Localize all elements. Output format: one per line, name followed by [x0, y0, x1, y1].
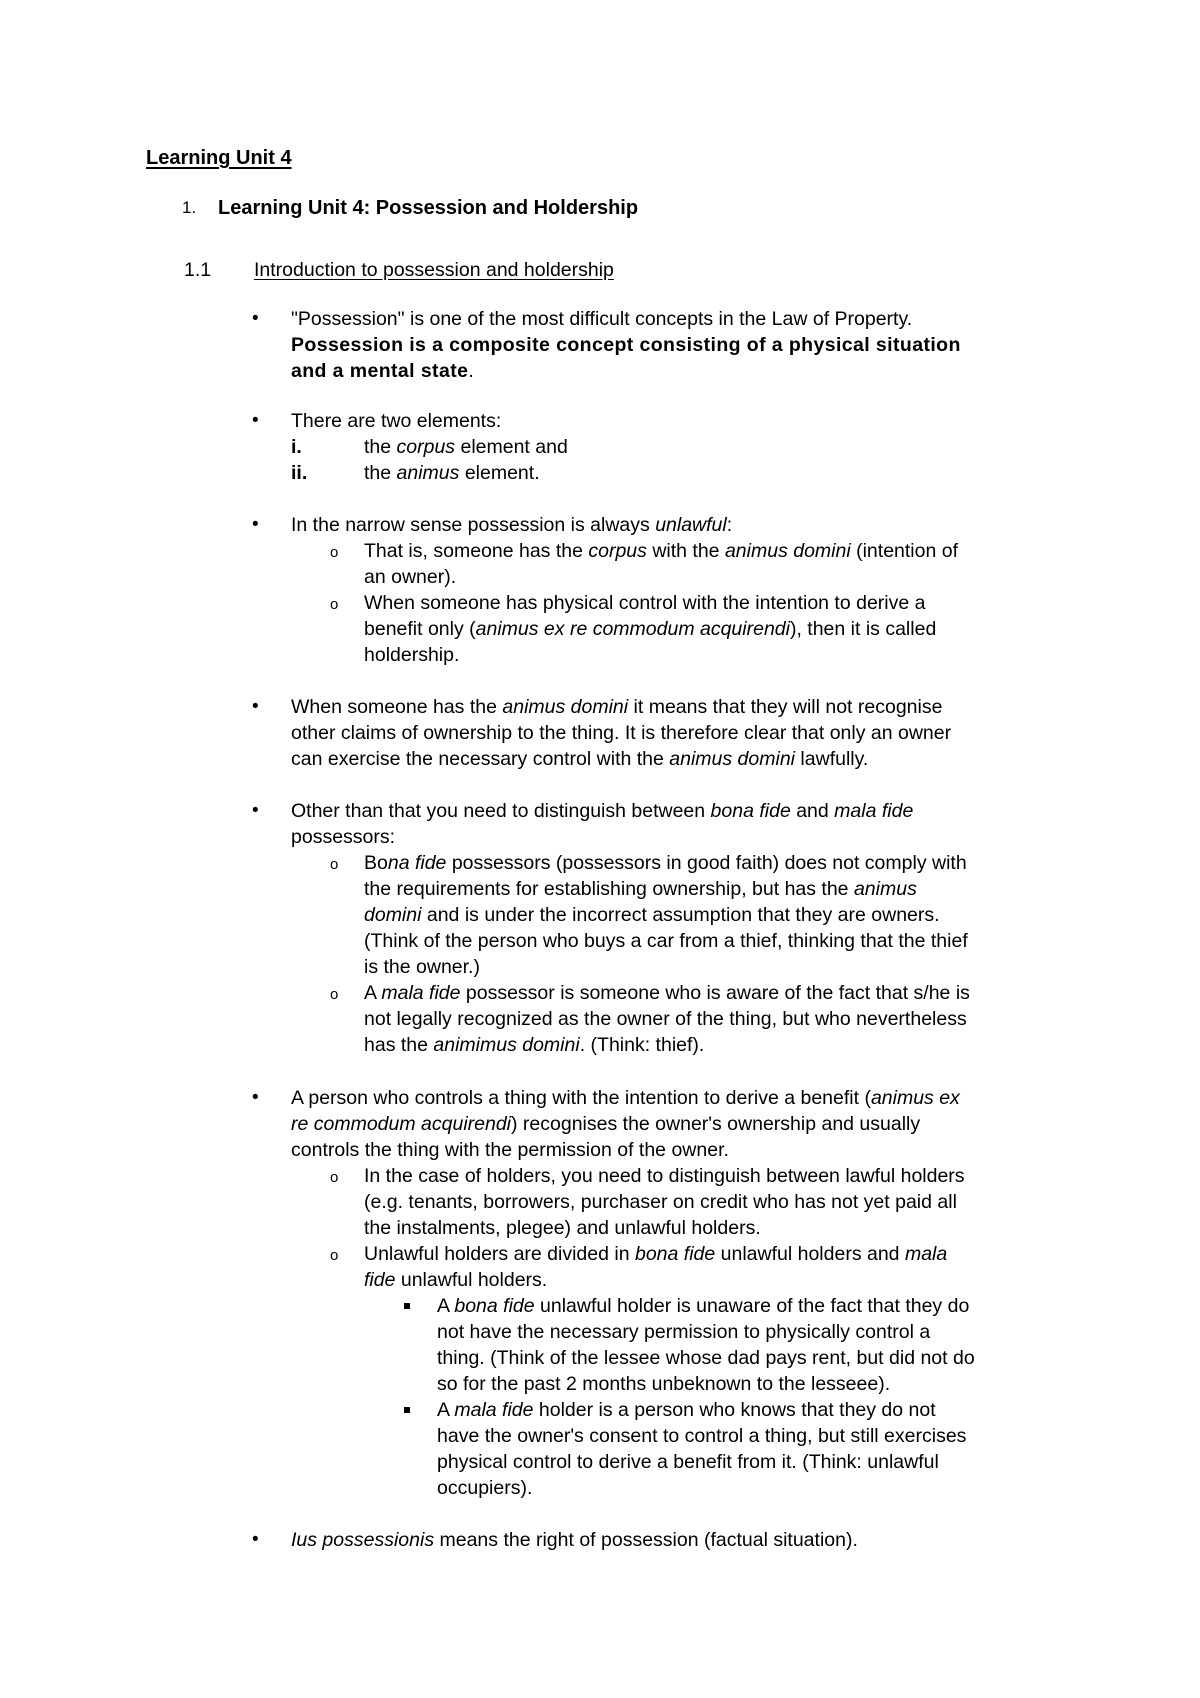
paragraph-line: Other than that you need to distinguish between bona fide and mala fide [291, 800, 914, 822]
paragraph-line: Bona fide possessors (possessors in good faith) does not comply with [364, 852, 967, 874]
section-number: 1. [182, 198, 197, 217]
paragraph-line: fide unlawful holders. [364, 1269, 548, 1291]
paragraph-line: A mala fide possessor is someone who is aware of the fact that s/he is [364, 982, 970, 1004]
paragraph-line: holdership. [364, 644, 460, 666]
sub-bullet-marker: o [330, 1169, 339, 1186]
paragraph-line: A bona fide unlawful holder is unaware of the fact that they do [437, 1295, 970, 1317]
sub-bullet-marker: o [330, 596, 339, 613]
section-heading: Learning Unit 4: Possession and Holdership [218, 197, 639, 219]
paragraph-line: not have the necessary permission to physically control a [437, 1321, 931, 1343]
roman-marker: i. [291, 436, 302, 458]
subsection-heading: Introduction to possession and holdership [254, 259, 614, 281]
paragraph-line: There are two elements: [291, 410, 502, 432]
paragraph-line: Possession is a composite concept consisting of a physical situation [291, 334, 961, 356]
paragraph-line: other claims of ownership to the thing. It is therefore clear that only an owner [291, 722, 952, 744]
bullet-marker: • [252, 800, 259, 821]
paragraph-line: not legally recognized as the owner of the thing, but who nevertheless [364, 1008, 967, 1030]
sub-bullet-marker: o [330, 986, 339, 1003]
paragraph-line: domini and is under the incorrect assumption that they are owners. [364, 904, 940, 926]
paragraph-line: (e.g. tenants, borrowers, purchaser on credit who has not yet paid all [364, 1191, 957, 1213]
paragraph-line: and a mental state. [291, 360, 474, 382]
paragraph-line: A person who controls a thing with the intention to derive a benefit (animus ex [291, 1087, 960, 1109]
bullet-marker: • [252, 410, 259, 431]
bullet-marker: • [252, 308, 259, 329]
paragraph-line: When someone has physical control with the intention to derive a [364, 592, 926, 614]
roman-marker: ii. [291, 462, 308, 484]
square-bullet-icon [404, 1303, 410, 1309]
paragraph-line: have the owner's consent to control a thing, but still exercises [437, 1425, 967, 1447]
bullet-marker: • [252, 514, 259, 535]
paragraph-line: the corpus element and [364, 436, 568, 458]
paragraph-line: occupiers). [437, 1477, 533, 1499]
paragraph-line: (Think of the person who buys a car from a thief, thinking that the thief [364, 930, 968, 952]
paragraph-line: physical control to derive a benefit from it. (Think: unlawful [437, 1451, 939, 1473]
paragraph-line: so for the past 2 months unbeknown to the lesseee). [437, 1373, 891, 1395]
paragraph-line: Ius possessionis means the right of possession (factual situation). [291, 1529, 858, 1551]
paragraph-line: an owner). [364, 566, 457, 588]
subsection-number: 1.1 [184, 259, 212, 281]
square-bullet-icon [404, 1407, 410, 1413]
paragraph-line: the animus element. [364, 462, 540, 484]
sub-bullet-marker: o [330, 544, 339, 561]
paragraph-line: In the narrow sense possession is always unlawful: [291, 514, 733, 536]
bullet-marker: • [252, 1087, 259, 1108]
paragraph-line: is the owner.) [364, 956, 480, 978]
paragraph-line: In the case of holders, you need to distinguish between lawful holders [364, 1165, 965, 1187]
paragraph-line: That is, someone has the corpus with the animus domini (intention of [364, 540, 959, 562]
paragraph-line: A mala fide holder is a person who knows that they do not [437, 1399, 936, 1421]
sub-bullet-marker: o [330, 1247, 339, 1264]
bullet-marker: • [252, 696, 259, 717]
paragraph-line: "Possession" is one of the most difficult concepts in the Law of Property. [291, 308, 913, 330]
paragraph-line: controls the thing with the permission of the owner. [291, 1139, 729, 1161]
paragraph-line: re commodum acquirendi) recognises the owner's ownership and usually [291, 1113, 921, 1135]
bullet-marker: • [252, 1529, 259, 1550]
paragraph-line: the requirements for establishing ownership, but has the animus [364, 878, 917, 900]
paragraph-line: can exercise the necessary control with the animus domini lawfully. [291, 748, 869, 770]
paragraph-line: has the animimus domini. (Think: thief). [364, 1034, 705, 1056]
paragraph-line: When someone has the animus domini it means that they will not recognise [291, 696, 943, 718]
paragraph-line: possessors: [291, 826, 396, 848]
paragraph-line: benefit only (animus ex re commodum acquirendi), then it is called [364, 618, 937, 640]
document-title: Learning Unit 4 [146, 147, 292, 169]
paragraph-line: the instalments, plegee) and unlawful holders. [364, 1217, 761, 1239]
paragraph-line: Unlawful holders are divided in bona fide unlawful holders and mala [364, 1243, 948, 1265]
paragraph-line: thing. (Think of the lessee whose dad pays rent, but did not do [437, 1347, 975, 1369]
sub-bullet-marker: o [330, 856, 339, 873]
